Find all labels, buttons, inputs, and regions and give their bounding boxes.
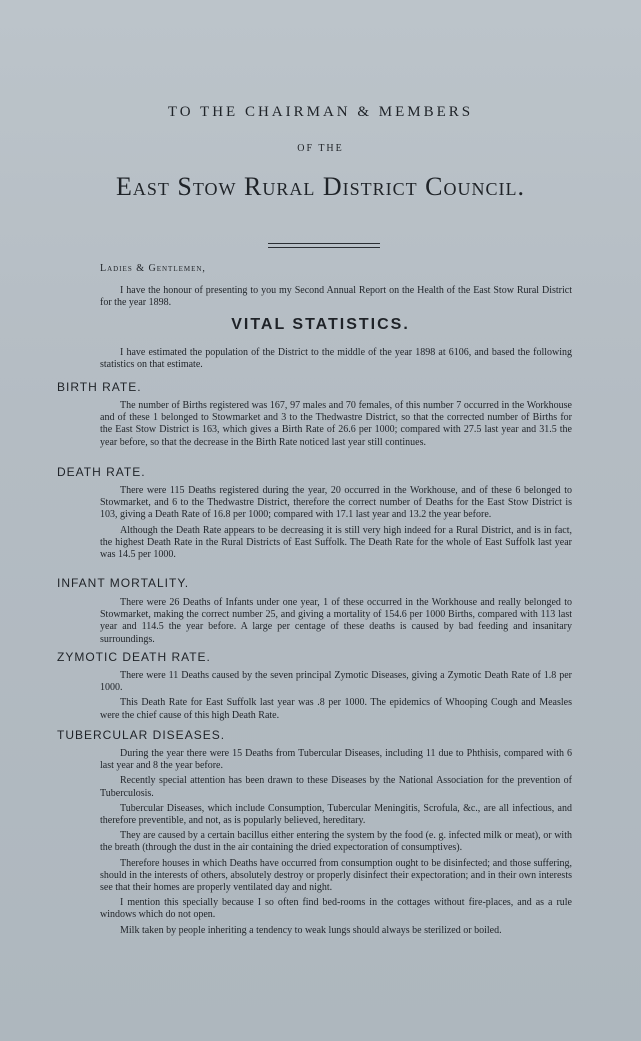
address-title: TO THE CHAIRMAN & MEMBERS: [167, 104, 474, 120]
tubercular-p2: Recently special attention has been drawn to these Diseases by the National Association for the prevention of Tuberculosis.: [100, 775, 572, 799]
zymotic-p2: This Death Rate for East Suffolk last year was .8 per 1000. The epidemics of Whooping Cough and Measles were the chief cause of this high Death Rate.: [100, 697, 572, 721]
heading-birth-rate: BIRTH RATE.: [57, 380, 142, 394]
of-the-line: OF THE: [297, 143, 344, 154]
tubercular-p6: I mention this specially because I so often find bed-rooms in the cottages without fire-places, and as a rule windows which do not open.: [100, 897, 572, 921]
section-title: VITAL STATISTICS.: [231, 316, 410, 333]
tubercular-p1: During the year there were 15 Deaths from Tubercular Diseases, including 11 due to Phthisis, compared with 6 last year and 8 the year before.: [100, 748, 572, 772]
estimate-text: I have estimated the population of the District to the middle of the year 1898 at 6106, and based the following statistics on that estimate.: [100, 347, 572, 371]
zymotic-p1: There were 11 Deaths caused by the seven principal Zymotic Diseases, giving a Zymotic Death Rate of 1.8 per 1000.: [100, 670, 572, 694]
death-p1: There were 115 Deaths registered during the year, 20 occurred in the Workhouse, and of these 6 belonged to Stowmarket, and 6 to the Thedwastre District, therefore the correct number of Deaths for the East Stow District is 103, giving a Death Rate of 16.8 per 1000; compared with 17.1 last year and 13.2 the year before.: [100, 485, 572, 521]
tubercular-p3: Tubercular Diseases, which include Consumption, Tubercular Meningitis, Scrofula, &c., are all infectious, and therefore preventible, and not, as is popularly believed, hereditary.: [100, 802, 572, 827]
tubercular-body: [100, 748, 572, 940]
estimate-paragraph: [100, 347, 572, 374]
intro-text: I have the honour of presenting to you my Second Annual Report on the Health of the East Stow Rural District for the year 1898.: [100, 285, 572, 309]
zymotic-body: [100, 670, 572, 725]
divider-rule-upper: [268, 243, 380, 244]
council-name: East Stow Rural District Council.: [116, 172, 525, 201]
infant-mortality-body: [100, 597, 572, 649]
death-rate-body: [100, 485, 572, 564]
tubercular-p4: They are caused by a certain bacillus either entering the system by the food (e. g. infected milk or meat), or with the breath (through the dust in the air containing the dried expectoration of consumptives).: [100, 830, 572, 854]
death-p2: Although the Death Rate appears to be decreasing it is still very high indeed for a Rural District, and is in fact, the highest Death Rate in the Rural Districts of East Suffolk. The Death Rate for the whole of East Suffolk last year was 14.5 per 1000.: [100, 524, 572, 561]
tubercular-p7: Milk taken by people inheriting a tendency to weak lungs should always be sterilized or boiled.: [120, 924, 502, 936]
birth-rate-body: [100, 400, 572, 452]
salutation: Ladies & Gentlemen,: [100, 263, 206, 274]
infant-p1: There were 26 Deaths of Infants under one year, 1 of these occurred in the Workhouse and really belonged to Stowmarket, making the correct number 25, and giving a mortality of 154.6 per 1000 Births, compared with 113 last year and 114.5 the year before. A large per centage of these deaths is caused by bad feeding and insanitary surroundings.: [100, 597, 572, 645]
intro-paragraph: [100, 285, 572, 312]
divider-rule-lower: [268, 247, 380, 248]
heading-death-rate: DEATH RATE.: [57, 465, 146, 479]
tubercular-p5: Therefore houses in which Deaths have occurred from consumption ought to be disinfected; and those suffering, should in the interests of others, absolutely destroy or properly disinfect their expectoration; and in their own interests see that their homes are properly ventilated day and night.: [100, 857, 572, 894]
heading-tubercular-diseases: TUBERCULAR DISEASES.: [57, 728, 226, 742]
heading-zymotic-death-rate: ZYMOTIC DEATH RATE.: [57, 650, 211, 664]
heading-infant-mortality: INFANT MORTALITY.: [57, 576, 190, 590]
birth-p1: The number of Births registered was 167, 97 males and 70 females, of this number 7 occurred in the Workhouse and of these 1 belonged to Stowmarket and 3 to the Thedwastre District, so that the corrected number of Births for the East Stow District is 163, which gives a Birth Rate of 26.6 per 1000; compared with 27.5 last year and 31.5 the year before, so that the decrease in the Birth Rate noticed last year still continues.: [100, 400, 572, 448]
